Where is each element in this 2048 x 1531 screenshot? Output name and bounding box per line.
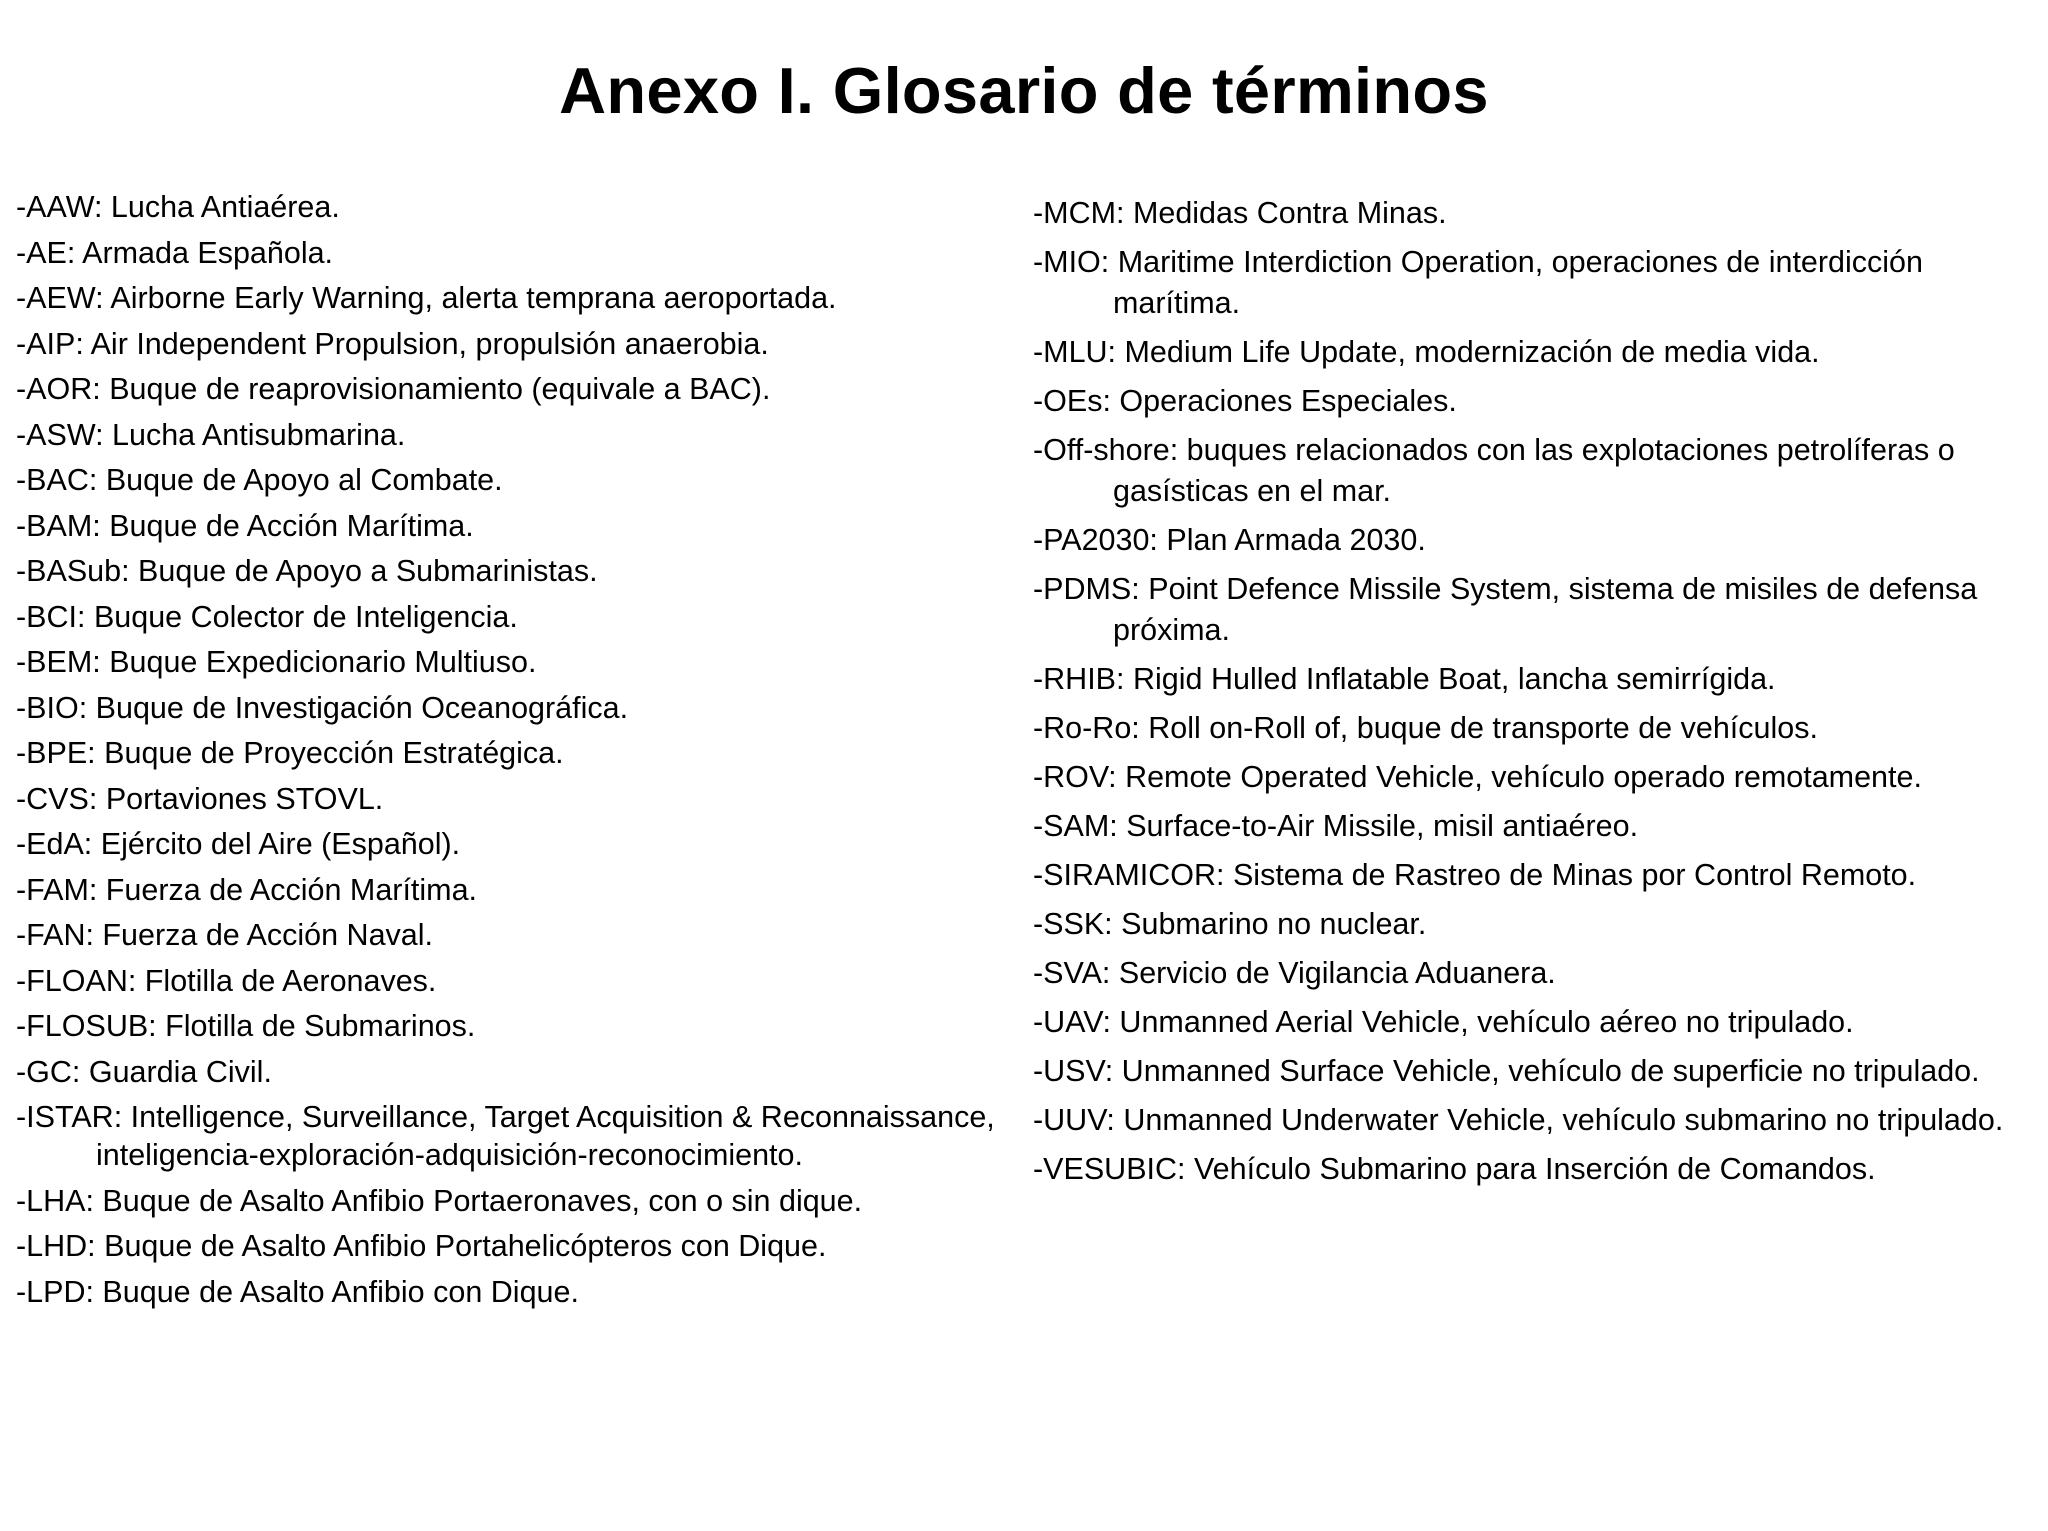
glossary-entry-mlu: -MLU: Medium Life Update, modernización de media vida. bbox=[1033, 335, 1820, 369]
glossary-entry-uuv: -UUV: Unmanned Underwater Vehicle, vehículo submarino no tripulado. bbox=[1033, 1103, 2004, 1137]
glossary-entry-gc: -GC: Guardia Civil. bbox=[16, 1054, 272, 1089]
glossary-entry-sam: -SAM: Surface-to-Air Missile, misil antiaéreo. bbox=[1033, 809, 1639, 843]
glossary-entry-aaw: -AAW: Lucha Antiaérea. bbox=[16, 190, 340, 224]
glossary-entry-cvs: -CVS: Portaviones STOVL. bbox=[16, 781, 384, 816]
glossary-entry-bac: -BAC: Buque de Apoyo al Combate. bbox=[16, 463, 503, 497]
glossary-entry-mcm: -MCM: Medidas Contra Minas. bbox=[1033, 196, 1447, 230]
glossary-entry-vesubic: -VESUBIC: Vehículo Submarino para Inserción de Comandos. bbox=[1033, 1152, 1876, 1186]
glossary-entry-bci: -BCI: Buque Colector de Inteligencia. bbox=[16, 599, 518, 634]
glossary-entry-fan: -FAN: Fuerza de Acción Naval. bbox=[16, 918, 434, 952]
glossary-entry-mio: -MIO: Maritime Interdiction Operation, operaciones de interdicción marítima. bbox=[1033, 245, 1923, 320]
glossary-entry-bam: -BAM: Buque de Acción Marítima. bbox=[16, 508, 474, 543]
glossary-entry-bio: -BIO: Buque de Investigación Oceanográfica. bbox=[16, 690, 629, 725]
glossary-entry-lpd: -LPD: Buque de Asalto Anfibio con Dique. bbox=[16, 1274, 579, 1309]
glossary-entry-aip: -AIP: Air Independent Propulsion, propulsión anaerobia. bbox=[16, 326, 769, 361]
glossary-entry-eda: -EdA: Ejército del Aire (Español). bbox=[16, 827, 461, 861]
glossary-entry-asw: -ASW: Lucha Antisubmarina. bbox=[16, 417, 406, 452]
glossary-entry-bpe: -BPE: Buque de Proyección Estratégica. bbox=[16, 736, 564, 770]
glossary-entry-basub: -BASub: Buque de Apoyo a Submarinistas. bbox=[16, 554, 598, 588]
glossary-entry-pdms: -PDMS: Point Defence Missile System, sistema de misiles de defensa próxima. bbox=[1033, 572, 1978, 647]
glossary-entry-oes: -OEs: Operaciones Especiales. bbox=[1033, 384, 1457, 418]
glossary-entry-rov: -ROV: Remote Operated Vehicle, vehículo operado remotamente. bbox=[1033, 760, 1922, 794]
glossary-entry-floan: -FLOAN: Flotilla de Aeronaves. bbox=[16, 963, 437, 998]
glossary-entry-lhd: -LHD: Buque de Asalto Anfibio Portahelicópteros con Dique. bbox=[16, 1229, 827, 1263]
glossary-entry-aew: -AEW: Airborne Early Warning, alerta temprana aeroportada. bbox=[16, 281, 837, 315]
page-title: Anexo I. Glosario de términos bbox=[559, 54, 1489, 127]
glossary-entry-bem: -BEM: Buque Expedicionario Multiuso. bbox=[16, 645, 537, 679]
glossary-right-column bbox=[1033, 193, 2043, 1198]
glossary-entry-off-shore: -Off-shore: buques relacionados con las explotaciones petrolíferas o gasísticas en el mar. bbox=[1033, 433, 1955, 508]
glossary-entry-siramicor: -SIRAMICOR: Sistema de Rastreo de Minas por Control Remoto. bbox=[1033, 858, 1917, 892]
glossary-entry-sva: -SVA: Servicio de Vigilancia Aduanera. bbox=[1033, 956, 1556, 990]
glossary-entry-uav: -UAV: Unmanned Aerial Vehicle, vehículo aéreo no tripulado. bbox=[1033, 1005, 1854, 1039]
glossary-entry-rhib: -RHIB: Rigid Hulled Inflatable Boat, lancha semirrígida. bbox=[1033, 662, 1776, 696]
glossary-entry-aor: -AOR: Buque de reaprovisionamiento (equivale a BAC). bbox=[16, 372, 771, 406]
glossary-entry-fam: -FAM: Fuerza de Acción Marítima. bbox=[16, 872, 478, 907]
glossary-entry-ssk: -SSK: Submarino no nuclear. bbox=[1033, 907, 1427, 941]
glossary-entry-ro-ro: -Ro-Ro: Roll on-Roll of, buque de transporte de vehículos. bbox=[1033, 711, 1818, 745]
glossary-entry-lha: -LHA: Buque de Asalto Anfibio Portaeronaves, con o sin dique. bbox=[16, 1183, 863, 1218]
glossary-left-column bbox=[16, 188, 1006, 1318]
glossary-entry-flosub: -FLOSUB: Flotilla de Submarinos. bbox=[16, 1009, 476, 1043]
glossary-entry-ae: -AE: Armada Española. bbox=[16, 235, 334, 270]
glossary-entry-pa2030: -PA2030: Plan Armada 2030. bbox=[1033, 523, 1426, 557]
glossary-entry-usv: -USV: Unmanned Surface Vehicle, vehículo de superficie no tripulado. bbox=[1033, 1054, 1980, 1088]
glossary-entry-istar: -ISTAR: Intelligence, Surveillance, Target Acquisition & Reconnaissance, inteligencia-exploración-adquisición-reconocimiento. bbox=[16, 1100, 995, 1172]
